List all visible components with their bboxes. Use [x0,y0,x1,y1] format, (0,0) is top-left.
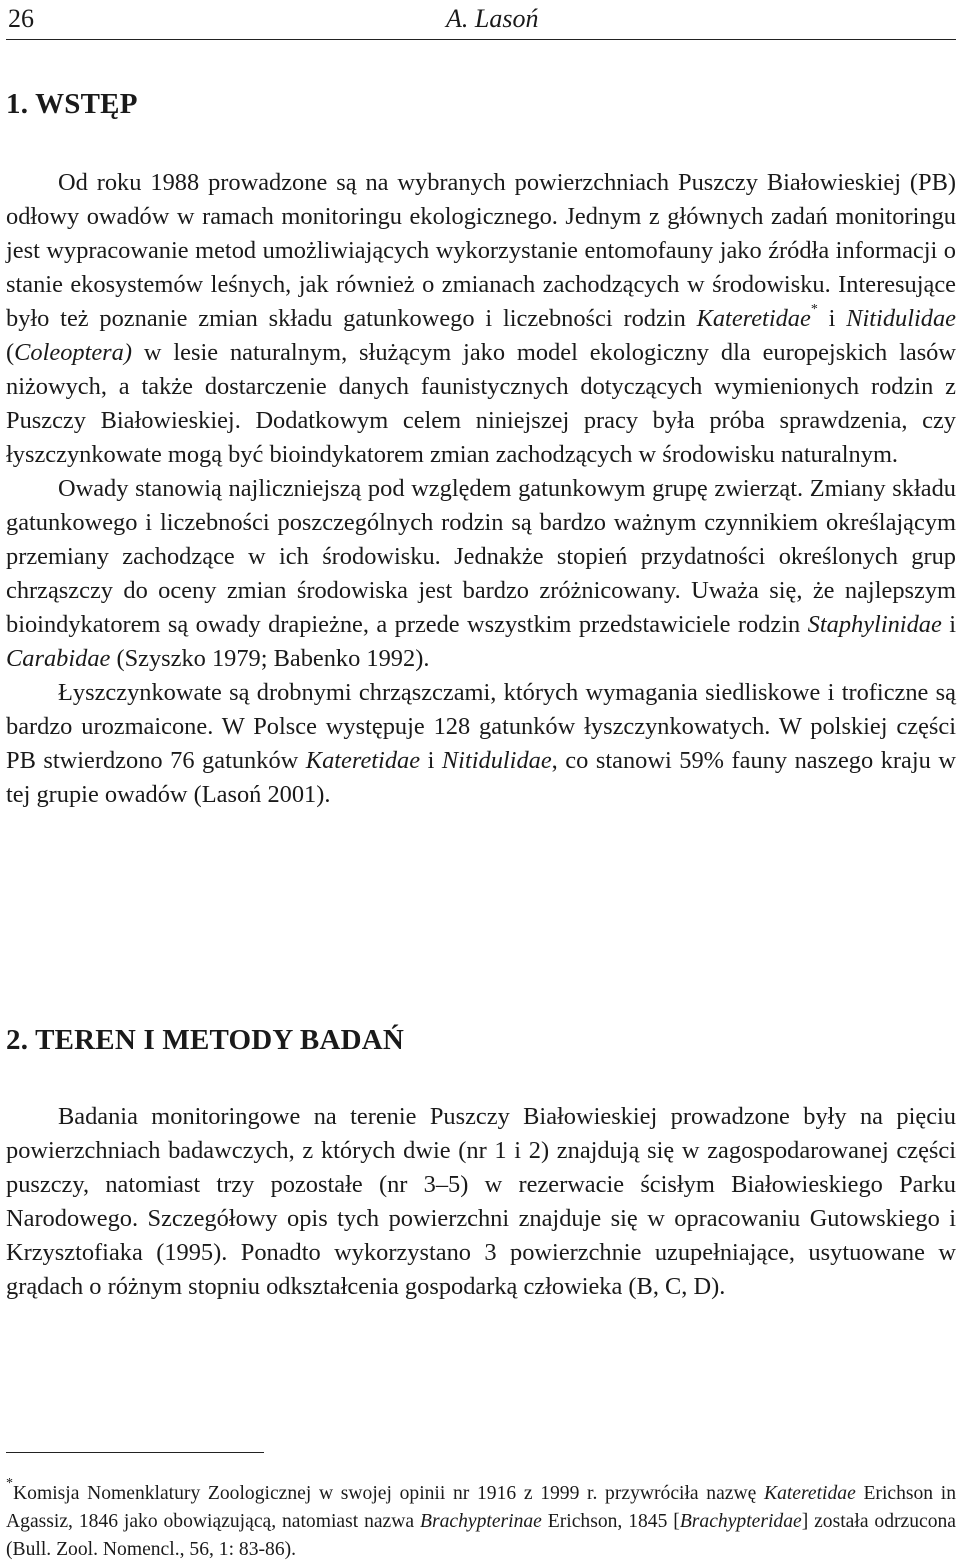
taxon-name: Brachypteridae [679,1511,802,1532]
taxon-name: Staphylinidae [807,611,942,638]
text-run: ] została odrzucona (Bull. Zool. Nomencl., 56, 1: 83-86). [6,1511,956,1560]
taxon-name: Nitidulidae [441,747,552,774]
text-run: Łyszczynkowate są drobnymi chrząszczami, których wymagania siedliskowe i troficzne są bardzo urozmaicone. W Polsce występuje 128 gatunków łyszczynkowatych. W polskiej części PB stwierdzono 76 gatunków [6,679,956,774]
text-run: Erichson in Agassiz, 1846 jako obowiązującą, natomiast nazwa [6,1483,957,1532]
text-run: i [941,611,957,638]
footnote-marker[interactable]: * [810,301,818,317]
text-run: Od roku 1988 prowadzone są na wybranych powierzchniach Puszczy Białowieskiej (PB) odłowy owadów w ramach monitoringu ekologicznego. Jednym z głównych zadań monitoringu jest wypracowanie metod umożliwiających wykorzystanie entomofauny jako źródła informacji o stanie ekosystemów leśnych, jak również o zmianach zachodzących w środowisku. Interesujące było też poznanie zmian składu gatunkowego i liczebności rodzin [6,169,956,332]
taxon-name: Kateretidae [305,747,421,774]
text-run: i [817,305,847,332]
section-methods-body [6,1100,956,1304]
section-heading-introduction: 1. WSTĘP [6,88,138,120]
taxon-name: Nitidulidae [846,305,956,332]
taxon-name: Kateretidae [696,305,811,332]
running-header [6,2,954,36]
paragraph [6,676,956,812]
text-run: Erichson, 1845 [ [541,1511,680,1532]
section-heading-methods: 2. TEREN I METODY BADAŃ [6,1024,405,1056]
footnote-text [6,1476,957,1564]
header-rule [6,39,956,40]
taxon-name: Kateretidae [764,1483,856,1504]
running-author: A. Lasoń [446,4,539,33]
text-run: Komisja Nomenklatury Zoologicznej w swojej opinii nr 1916 z 1999 r. przywróciła nazwę [13,1483,764,1504]
taxon-name: Brachypterinae [420,1511,542,1532]
text-run: w lesie naturalnym, służącym jako model ekologiczny dla europejskich lasów niżowych, a także dostarczenie danych faunistycznych dotyczących wymienionych rodzin z Puszczy Białowieskiej. Dodatkowym celem niniejszej pracy była próba sprawdzenia, czy łyszczynkowate mogą być bioindykatorem zmian zachodzących w środowisku naturalnym. [6,339,956,468]
section-introduction-body [6,166,956,812]
paragraph: Badania monitoringowe na terenie Puszczy Białowieskiej prowadzone były na pięciu powierzchniach badawczych, z których dwie (nr 1 i 2) znajdują się w zagospodarowanej części puszczy, natomiast trzy pozostałe (nr 3–5) w rezerwacie ścisłym Białowieskiego Parku Narodowego. Szczegółowy opis tych powierzchni znajduje się w opracowaniu Gutowskiego i Krzysztofiaka (1995). Ponadto wykorzystano 3 powierzchnie uzupełniające, usytuowane w grądach o różnym stopniu odkształcenia gospodarką człowieka (B, C, D). [6,1103,956,1300]
footnote [6,1476,957,1564]
footnote-rule [6,1452,264,1453]
paragraph [6,472,956,676]
footnote-marker: * [6,1476,13,1492]
paragraph [6,166,956,472]
page-number: 26 [8,4,34,33]
text-run: ( [6,339,15,366]
text-run: , co stanowi 59% fauny naszego kraju w tej grupie owadów (Lasoń 2001). [6,747,956,808]
text-run: (Szyszko 1979; Babenko 1992). [110,645,430,672]
text-run: i [420,747,442,774]
taxon-name: Coleoptera) [14,339,132,366]
text-run: Owady stanowią najliczniejszą pod względem gatunkowym grupę zwierząt. Zmiany składu gatunkowego i liczebności poszczególnych rodzin są bardzo ważnym czynnikiem określającym przemiany zachodzące w ich środowisku. Jednakże stopień przydatności określonych grup chrząszczy do oceny zmian środowiska jest bardzo zróżnicowany. Uważa się, że najlepszym bioindykatorem są owady drapieżne, a przede wszystkim przedstawiciele rodzin [6,475,956,638]
taxon-name: Carabidae [6,645,111,672]
